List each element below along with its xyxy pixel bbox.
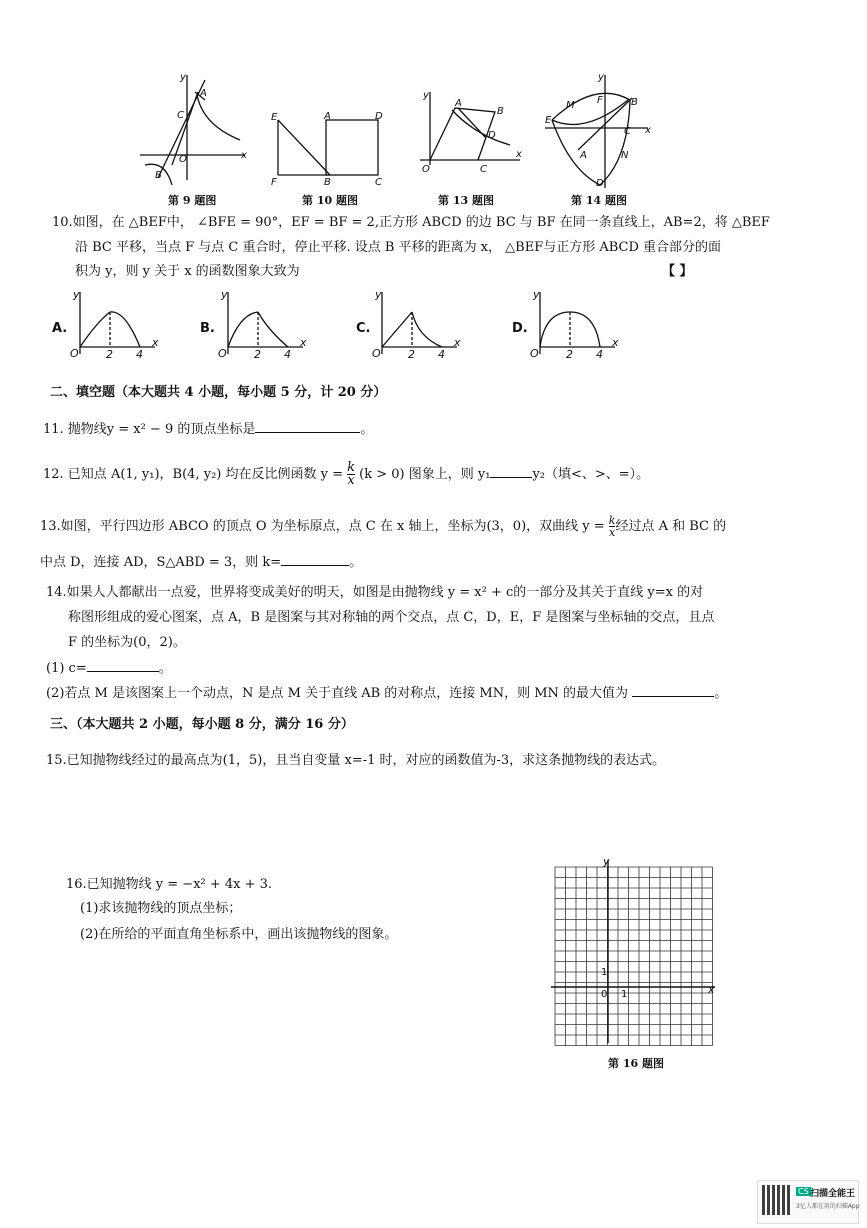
q10-options [0, 282, 867, 364]
top-figures [0, 0, 867, 215]
q13-line1b: 经过点 A 和 BC 的 [615, 519, 727, 534]
fig14-M: M [566, 100, 575, 111]
option-c-graph [382, 292, 457, 354]
fig16-origin: 0 [601, 989, 608, 1000]
q11-end: 。 [360, 422, 374, 437]
optB-y: y [221, 288, 228, 301]
q16-part2: (2)在所给的平面直角坐标系中，画出该抛物线的图象。 [80, 927, 398, 942]
fig9-A: A [200, 88, 207, 99]
fig16-caption: 第 16 题图 [608, 1057, 664, 1070]
optA-4: 4 [136, 348, 143, 361]
qr-code-icon [762, 1185, 792, 1215]
q12-fraction [347, 462, 355, 487]
q13-line1 [40, 515, 726, 538]
fig14-D: D [596, 178, 604, 189]
q12-text-b: (k > 0) 图象上，则 y₁ [359, 467, 491, 482]
optC-x: x [454, 336, 461, 349]
fig14-N: N [621, 150, 629, 161]
fig10-E: E [271, 112, 278, 123]
fig10-D: D [375, 111, 383, 122]
q12-text-a: 12. 已知点 A(1, y₁)，B(4, y₂) 均在反比例函数 y = [43, 467, 343, 482]
q10-line1: 10.如图，在 △BEF中， ∠BFE = 90°，EF = BF = 2,正方形 ABCD 的边 BC 与 BF 在同一条直线上，AB=2，将 △BEF [52, 215, 770, 230]
figure-16-grid [545, 855, 720, 1050]
fig9-x: x [241, 150, 247, 161]
fig10-A: A [324, 111, 331, 122]
q14-line2: 称图形组成的爱心图案，点 A，B 是图案与其对称轴的两个交点，点 C，D，E，F 是图案与坐标轴的交点，且点 [68, 610, 715, 625]
q14-line1: 14.如果人人都献出一点爱，世界将变成美好的明天，如图是由抛物线 y = x² + c的一部分及其关于直线 y=x 的对 [46, 585, 704, 600]
fig14-F: F [597, 95, 603, 106]
q13-frac-num: k [608, 514, 616, 527]
q13-line1a: 13.如图，平行四边形 ABCO 的顶点 O 为坐标原点，点 C 在 x 轴上，坐标为(3，0)，双曲线 y = [40, 519, 605, 534]
fig9-caption: 第 9 题图 [168, 194, 217, 207]
section-3-heading: 三、（本大题共 2 小题，每小题 8 分，满分 16 分） [50, 717, 354, 732]
optA-x: x [152, 336, 159, 349]
figure-13 [420, 92, 520, 165]
optA-y: y [73, 288, 80, 301]
q10-line2: 沿 BC 平移，当点 F 与点 C 重合时，停止平移. 设点 B 平移的距离为 x， △BEF与正方形 ABCD 重合部分的面 [75, 240, 722, 255]
fig9-y: y [180, 72, 186, 83]
optD-4: 4 [596, 348, 603, 361]
q13-line2 [40, 553, 362, 572]
optD-x: x [612, 336, 619, 349]
optD-O: O [530, 347, 539, 360]
optD-2: 2 [566, 348, 573, 361]
q14-part2 [46, 684, 727, 703]
q14-p2-a: (2)若点 M 是该图案上一个动点，N 是点 M 关于直线 AB 的对称点，连接 MN，则 MN 的最大值为 [46, 686, 629, 701]
figure-9 [140, 75, 245, 185]
q11-text: 11. 抛物线y = x² − 9 的顶点坐标是 [43, 422, 256, 437]
fig14-C: C [624, 126, 631, 137]
q11-blank [255, 420, 360, 433]
fig13-x: x [516, 149, 522, 160]
fig10-caption: 第 10 题图 [302, 194, 358, 207]
option-d-label: D. [512, 321, 528, 336]
fig13-B: B [497, 106, 504, 117]
fig9-C: C [177, 110, 184, 121]
figure-10 [278, 120, 378, 175]
q15: 15.已知抛物线经过的最高点为(1，5)，且当自变量 x=-1 时，对应的函数值为-3，求这条抛物线的表达式。 [46, 753, 666, 768]
optB-x: x [300, 336, 307, 349]
q12-frac-den: x [347, 473, 355, 488]
q12 [43, 462, 649, 487]
fig14-x: x [645, 125, 651, 136]
option-c-label: C. [356, 321, 371, 336]
q16-part1: (1)求该抛物线的顶点坐标； [80, 901, 242, 916]
option-b-label: B. [200, 321, 215, 336]
fig14-A: A [580, 150, 587, 161]
optC-4: 4 [438, 348, 445, 361]
scanner-name: 扫描全能王 [810, 1189, 856, 1199]
q14-p2-blank [632, 684, 714, 697]
fig16-one-x: 1 [621, 989, 628, 1000]
fig9-O: O [179, 154, 187, 165]
q12-blank [490, 465, 532, 478]
q16-stem: 16.已知抛物线 y = −x² + 4x + 3. [66, 877, 273, 892]
q13-blank [281, 553, 349, 566]
fig16-x: x [708, 983, 715, 996]
q13-frac-den: x [609, 526, 616, 539]
optA-O: O [70, 347, 79, 360]
q14-part1 [46, 659, 172, 678]
q14-p1-a: (1) c= [46, 661, 87, 676]
fig16-one-y: 1 [601, 967, 608, 978]
q13-line2b: 。 [349, 555, 363, 570]
optC-O: O [372, 347, 381, 360]
fig10-C: C [375, 177, 382, 188]
optA-2: 2 [106, 348, 113, 361]
q14-p2-b: 。 [714, 686, 728, 701]
q12-text-c: y₂（填<、>、=）。 [532, 467, 650, 482]
option-a-label: A. [52, 321, 68, 336]
q10-answer-bracket: 【 】 [662, 264, 693, 279]
fig13-O: O [422, 164, 430, 175]
q11 [43, 420, 373, 439]
option-b-graph [228, 292, 303, 354]
q14-line3: F 的坐标为(0，2)。 [68, 635, 186, 650]
fig10-F: F [271, 177, 277, 188]
option-a-graph [80, 292, 155, 354]
section-2-heading: 二、填空题（本大题共 4 小题，每小题 5 分，计 20 分） [50, 385, 387, 400]
scanner-watermark [757, 1180, 859, 1224]
optB-2: 2 [254, 348, 261, 361]
fig14-B: B [631, 97, 638, 108]
optC-2: 2 [408, 348, 415, 361]
scanner-subtitle: 3亿人都在用的扫描App [796, 1203, 860, 1210]
fig13-y: y [423, 90, 429, 101]
q13-line2a: 中点 D，连接 AD，S△ABD = 3，则 k= [40, 555, 282, 570]
scanner-badge: CS [798, 1187, 809, 1196]
fig16-y: y [603, 855, 610, 868]
q10-line3: 积为 y，则 y 关于 x 的函数图象大致为 [75, 264, 300, 279]
fig13-D: D [488, 130, 496, 141]
fig10-B: B [324, 177, 331, 188]
fig14-y: y [598, 72, 604, 83]
fig13-C: C [480, 164, 487, 175]
q14-p1-b: 。 [158, 661, 172, 676]
fig14-E: E [545, 115, 552, 126]
q14-p1-blank [87, 659, 159, 672]
fig9-B: B [155, 170, 162, 181]
option-d-graph [540, 292, 615, 354]
q12-frac-num: k [347, 460, 356, 475]
fig13-A: A [455, 98, 462, 109]
figure-14 [545, 75, 648, 188]
fig14-caption: 第 14 题图 [571, 194, 627, 207]
fig13-caption: 第 13 题图 [438, 194, 494, 207]
optC-y: y [375, 288, 382, 301]
optB-O: O [218, 347, 227, 360]
optD-y: y [533, 288, 540, 301]
optB-4: 4 [284, 348, 291, 361]
